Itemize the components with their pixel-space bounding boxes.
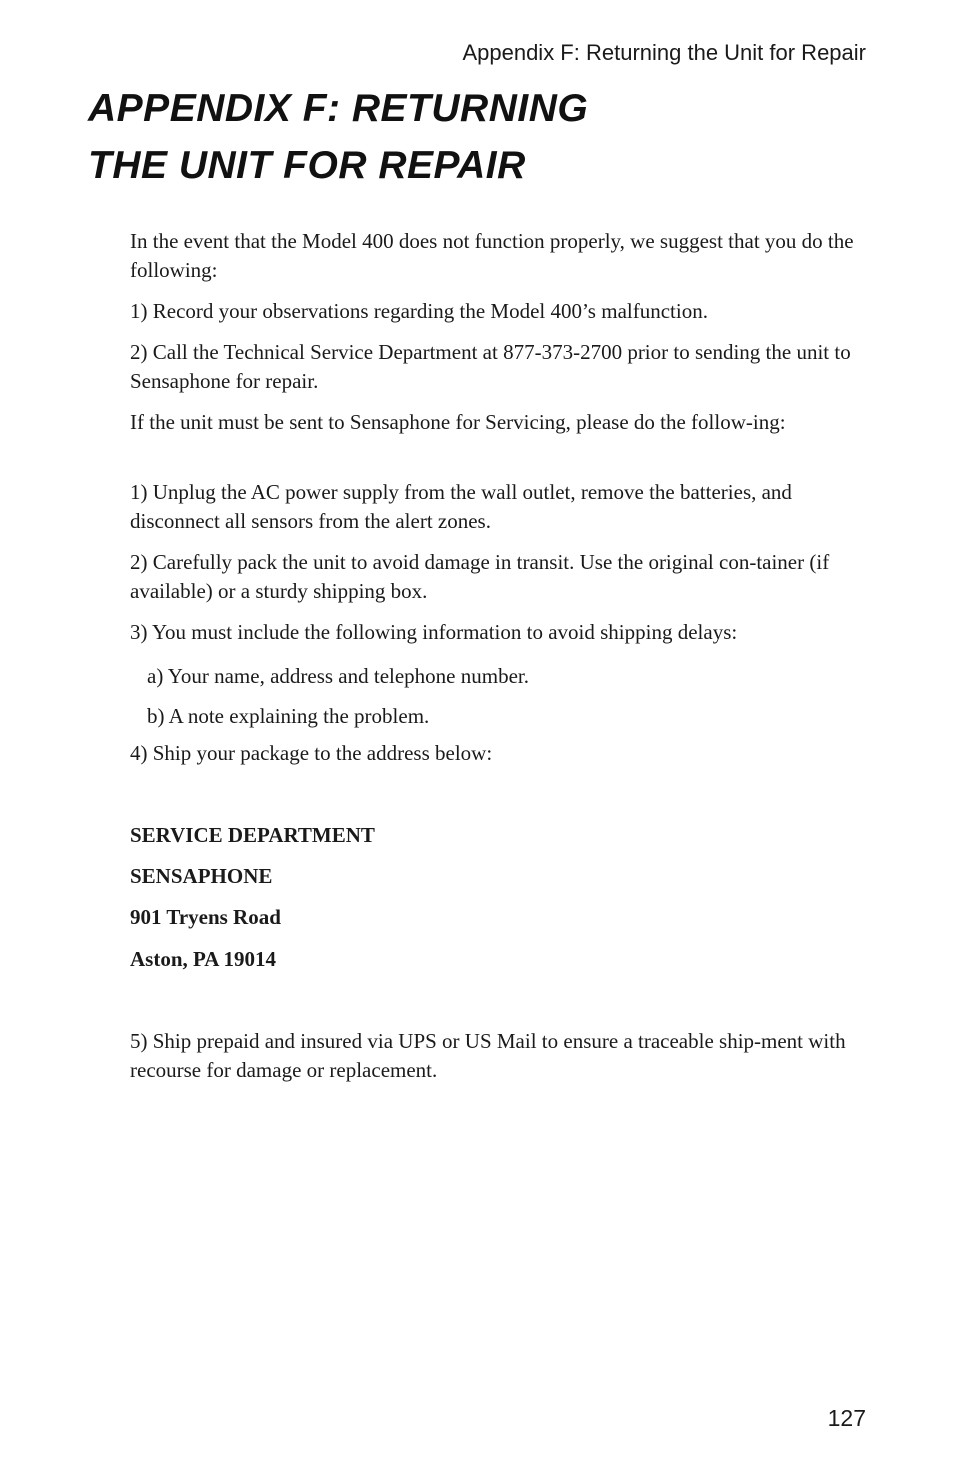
servicing-paragraph: If the unit must be sent to Sensaphone for Servicing, please do the follow-ing: xyxy=(130,410,786,434)
address-line-2: SENSAPHONE xyxy=(130,864,273,888)
step-ship-prepaid: 5) Ship prepaid and insured via UPS or US Mail to ensure a traceable ship-ment with recourse for damage or replacement. xyxy=(130,1029,846,1082)
step-include-info-b: b) A note explaining the problem. xyxy=(147,704,430,728)
address-line-4: Aston, PA 19014 xyxy=(130,947,277,971)
step-ship-package: 4) Ship your package to the address below: xyxy=(130,741,493,765)
page-title-line-2: THE UNIT FOR REPAIR xyxy=(88,144,526,187)
address-line-1: SERVICE DEPARTMENT xyxy=(130,823,375,847)
page-title-line-1: APPENDIX F: RETURNING xyxy=(88,87,589,130)
intro-paragraph: In the event that the Model 400 does not function properly, we suggest that you do the following: xyxy=(130,229,854,282)
page-number: 127 xyxy=(827,1405,866,1431)
step-unplug: 1) Unplug the AC power supply from the wall outlet, remove the batteries, and disconnect all sensors from the alert zones. xyxy=(130,480,792,533)
page-title xyxy=(88,80,868,194)
step-record-observations: 1) Record your observations regarding the Model 400’s malfunction. xyxy=(130,299,708,323)
running-header: Appendix F: Returning the Unit for Repair xyxy=(462,40,866,65)
address-line-3: 901 Tryens Road xyxy=(130,905,281,929)
step-include-info-a: a) Your name, address and telephone number. xyxy=(147,664,529,688)
step-call-technical-service: 2) Call the Technical Service Department at 877-373-2700 prior to sending the unit to Sensaphone for repair. xyxy=(130,340,851,393)
step-include-info: 3) You must include the following information to avoid shipping delays: xyxy=(130,620,738,644)
step-pack: 2) Carefully pack the unit to avoid damage in transit. Use the original con-tainer (if available) or a sturdy shipping box. xyxy=(130,550,830,603)
